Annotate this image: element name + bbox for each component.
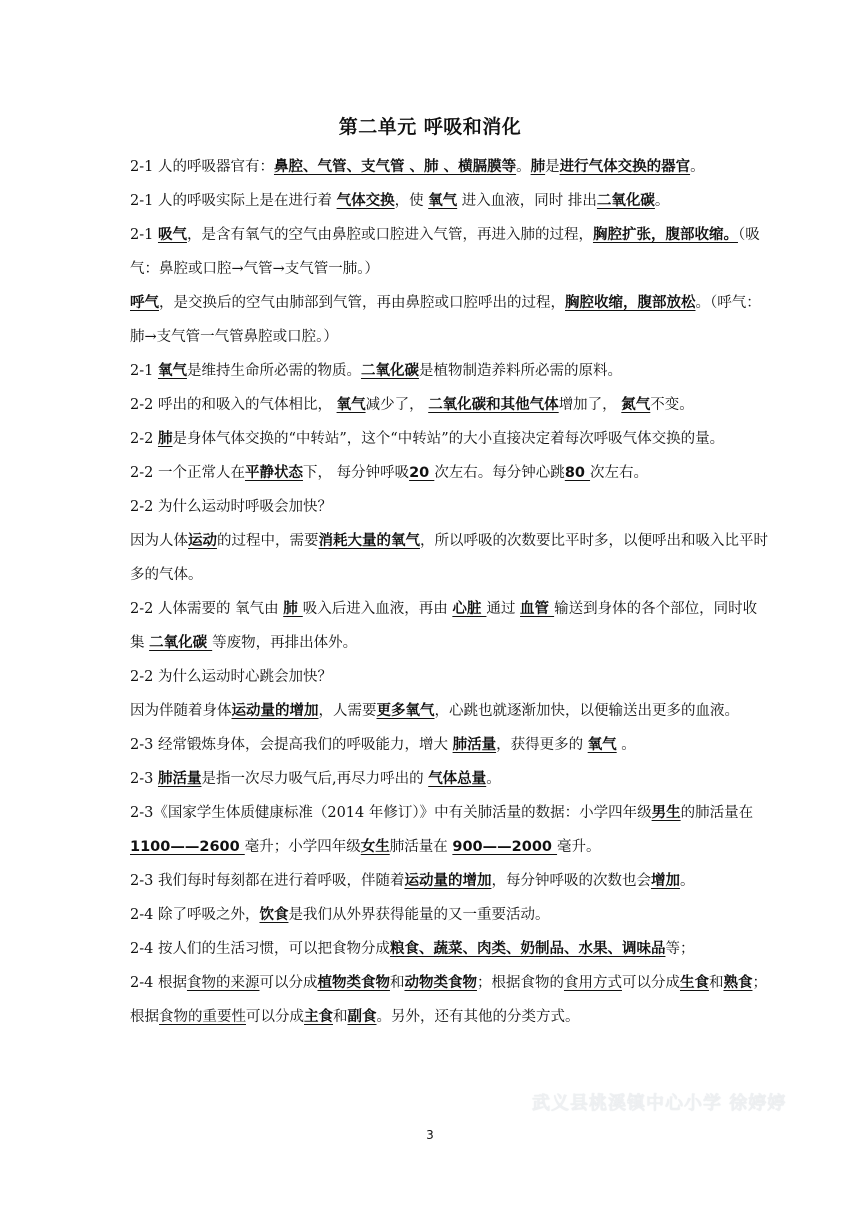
paragraph-breath-rate: 2-2 一个正常人在平静状态下， 每分钟呼吸20 次左右。每分钟心跳80 次左右。 (130, 465, 649, 481)
paragraph-diet: 2-4 除了呼吸之外，饮食是我们从外界获得能量的又一重要活动。 (130, 907, 550, 923)
question-breathing-faster: 2-2 为什么运动时呼吸会加快？ (130, 499, 332, 515)
page-number: 3 (426, 1128, 434, 1142)
paragraph-food-classification: 2-4 根据食物的来源可以分成植物类食物和动物类食物；根据食物的食用方式可以分成生食和熟食；根据食物的重要性可以分成主食和副食。另外，还有其他的分类方式。 (130, 975, 767, 1025)
paragraph-inhale: 2-1 吸气，是含有氧气的空气由鼻腔或口腔进入气管，再进入肺的过程，胸腔扩张，腹部收缩。（吸气：鼻腔或口腔→气管→支气管一肺。） (130, 227, 760, 277)
content-body (130, 150, 770, 1034)
unit-title: 第二单元 呼吸和消化 (338, 116, 522, 138)
paragraph-health-standard: 2-3《国家学生体质健康标准（2014 年修订）》中有关肺活量的数据：小学四年级男生的肺活量在 1100——2600 毫升；小学四年级女生肺活量在 900——2000 毫升。 (130, 805, 754, 855)
paragraph-oxygen-co2: 2-1 氧气是维持生命所必需的物质。二氧化碳是植物制造养料所必需的原料。 (130, 363, 622, 379)
paragraph-exhale: 呼气，是交换后的空气由肺部到气管，再由鼻腔或口腔呼出的过程，胸腔收缩，腹部放松。（呼气：肺→支气管一气管鼻腔或口腔。） (130, 295, 761, 345)
paragraph-lung-station: 2-2 肺是身体气体交换的“中转站”，这个“中转站”的大小直接决定着每次呼吸气体交换的量。 (130, 431, 725, 447)
answer-breathing-faster: 因为人体运动的过程中，需要消耗大量的氧气，所以呼吸的次数要比平时多，以便呼出和吸入比平时多的气体。 (130, 533, 768, 583)
paragraph-exercise: 2-3 经常锻炼身体，会提高我们的呼吸能力，增大 肺活量，获得更多的 氧气 。 (130, 737, 636, 753)
paragraph-respiratory-organs: 2-1 人的呼吸器官有：鼻腔、气管、支气管 、肺 、横膈膜等。肺是进行气体交换的器官。 (130, 159, 705, 175)
paragraph-vital-capacity: 2-3 肺活量是指一次尽力吸气后,再尽力呼出的 气体总量。 (130, 771, 501, 787)
paragraph-food-groups: 2-4 按人们的生活习惯，可以把食物分成粮食、蔬菜、肉类、奶制品、水果、调味品等； (130, 941, 695, 957)
paragraph-exhaled-comparison: 2-2 呼出的和吸入的气体相比， 氧气减少了， 二氧化碳和其他气体增加了， 氮气不变。 (130, 397, 694, 413)
question-heart-faster: 2-2 为什么运动时心跳会加快？ (130, 669, 332, 685)
answer-heart-faster: 因为伴随着身体运动量的增加，人需要更多氧气，心跳也就逐渐加快，以便输送出更多的血液。 (130, 703, 739, 719)
watermark-text: 武义县桃溪镇中心小学 徐婷婷 (532, 1093, 787, 1114)
paragraph-oxygen-transport: 2-2 人体需要的 氧气由 肺 吸入后进入血液，再由 心脏 通过 血管 输送到身体的各个部位，同时收集 二氧化碳 等废物，再排出体外。 (130, 601, 758, 651)
paragraph-breathing-always: 2-3 我们每时每刻都在进行着呼吸，伴随着运动量的增加，每分钟呼吸的次数也会增加。 (130, 873, 695, 889)
paragraph-gas-exchange: 2-1 人的呼吸实际上是在进行着 气体交换，使 氧气 进入血液，同时 排出二氧化碳。 (130, 193, 670, 209)
